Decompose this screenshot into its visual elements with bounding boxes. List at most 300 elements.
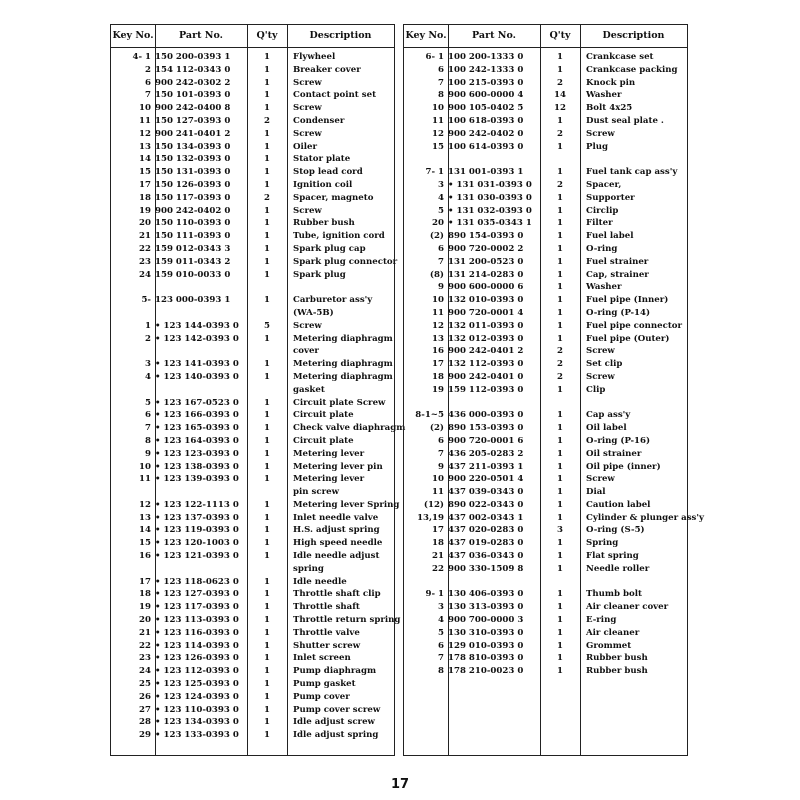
cell-part: • 123 123-0393 0	[155, 448, 239, 459]
cell-qty: 1	[264, 653, 270, 664]
table-row	[404, 281, 687, 294]
cell-key: 19	[139, 602, 151, 613]
cell-key: 18	[139, 589, 151, 600]
table-row	[111, 179, 394, 192]
cell-part: • 123 165-0393 0	[155, 423, 239, 434]
table-row	[404, 320, 687, 333]
cell-part: 890 153-0393 0	[448, 423, 524, 434]
cell-qty: 1	[264, 474, 270, 485]
table-row	[111, 320, 394, 333]
cell-desc: Pump diaphragm	[293, 666, 377, 677]
cell-part: 900 242-0402 0	[448, 128, 524, 139]
cell-part: • 123 141-0393 0	[155, 359, 239, 370]
table-row	[111, 115, 394, 128]
cell-qty: 1	[264, 103, 270, 114]
table-row	[404, 499, 687, 512]
table-row	[111, 205, 394, 218]
cell-qty: 1	[557, 448, 563, 459]
cell-qty: 1	[264, 371, 270, 382]
cell-part: 900 600-0000 6	[448, 282, 524, 293]
cell-key: 14	[139, 154, 151, 165]
header-key: Key No.	[405, 30, 447, 41]
table-header	[111, 25, 394, 48]
cell-desc: spring	[293, 563, 324, 574]
table-row	[404, 486, 687, 499]
cell-part: 131 214-0283 0	[448, 269, 524, 280]
cell-qty: 1	[557, 282, 563, 293]
cell-qty: 1	[557, 589, 563, 600]
cell-desc: Throttle return spring	[293, 615, 401, 626]
cell-part: 132 012-0393 0	[448, 333, 524, 344]
cell-qty: 1	[557, 192, 563, 203]
cell-part: 150 200-0393 1	[155, 52, 231, 62]
cell-part: 132 112-0393 0	[448, 359, 524, 370]
cell-part: 900 242-0401 2	[448, 346, 524, 357]
cell-part: 131 001-0393 1	[448, 167, 524, 178]
cell-key: 2	[145, 333, 151, 344]
cell-part: • 131 031-0393 0	[448, 179, 532, 190]
table-row	[111, 691, 394, 704]
cell-qty: 1	[557, 640, 563, 651]
table-row	[111, 294, 394, 307]
cell-part: 131 200-0523 0	[448, 256, 524, 267]
cell-qty: 1	[264, 205, 270, 216]
table-row	[111, 141, 394, 154]
table-row	[111, 652, 394, 665]
table-row	[111, 192, 394, 205]
cell-qty: 1	[557, 423, 563, 434]
header-key: Key No.	[112, 30, 154, 41]
cell-key: 10	[139, 461, 151, 472]
cell-desc: Idle adjust screw	[293, 717, 375, 728]
cell-part: • 123 122-1113 0	[155, 499, 239, 510]
cell-key: 11	[432, 487, 444, 498]
cell-desc: Breaker cover	[293, 64, 361, 75]
table-row	[404, 640, 687, 653]
cell-part: 150 132-0393 0	[155, 154, 231, 165]
cell-key: 17	[139, 179, 151, 190]
cell-key: 9	[438, 461, 444, 472]
table-row	[111, 473, 394, 486]
cell-qty: 1	[557, 333, 563, 344]
cell-key: 7	[438, 448, 444, 459]
cell-qty: 2	[557, 128, 563, 139]
cell-part: 890 154-0393 0	[448, 231, 524, 242]
table-row	[111, 704, 394, 717]
table-row	[404, 89, 687, 102]
cell-desc: O-ring	[586, 243, 618, 254]
cell-qty: 2	[557, 77, 563, 88]
cell-part: 437 019-0283 0	[448, 538, 524, 549]
cell-desc: Rubber bush	[586, 653, 648, 664]
table-row	[111, 230, 394, 243]
cell-qty: 1	[264, 179, 270, 190]
cell-key: 18	[432, 371, 444, 382]
table-row	[404, 384, 687, 397]
cell-desc: Inlet screen	[293, 653, 351, 664]
cell-desc: Washer	[586, 90, 622, 101]
table-row	[404, 192, 687, 205]
cell-part: 132 011-0393 0	[448, 320, 524, 331]
cell-qty: 1	[264, 461, 270, 472]
cell-desc: Metering lever	[293, 474, 365, 485]
cell-key: 24	[139, 666, 151, 677]
cell-key: 6	[438, 64, 444, 75]
cell-qty: 1	[557, 653, 563, 664]
cell-desc: Idle needle	[293, 576, 347, 587]
cell-key: 4	[145, 371, 151, 382]
cell-key: 6	[145, 410, 151, 421]
table-row	[111, 588, 394, 601]
cell-qty: 1	[264, 167, 270, 178]
cell-key: 19	[139, 205, 151, 216]
cell-qty: 1	[264, 525, 270, 536]
cell-part: 159 011-0343 2	[155, 256, 231, 267]
table-row	[404, 371, 687, 384]
cell-key: 11	[432, 307, 444, 318]
table-row	[111, 627, 394, 640]
table-row	[111, 499, 400, 512]
cell-part: 100 215-0393 0	[448, 77, 524, 88]
cell-qty: 1	[264, 730, 270, 741]
cell-key: 6	[438, 243, 444, 254]
cell-qty: 1	[264, 52, 270, 62]
cell-key: 5	[438, 205, 444, 216]
table-row	[111, 486, 394, 499]
cell-part: 900 720-0002 2	[448, 243, 524, 254]
table-row	[111, 166, 394, 179]
cell-key: 7	[438, 256, 444, 267]
cell-desc: Bolt 4x25	[586, 103, 633, 114]
cell-qty: 1	[264, 627, 270, 638]
cell-qty: 1	[264, 704, 270, 715]
cell-desc: E-ring	[586, 615, 617, 626]
table-header	[404, 25, 687, 48]
cell-desc: Cap, strainer	[586, 269, 649, 280]
cell-desc: Circuit plate	[293, 410, 354, 421]
cell-qty: 1	[264, 691, 270, 702]
cell-key: 3	[438, 179, 444, 190]
cell-part: 900 330-1509 8	[448, 563, 524, 574]
cell-desc: Inlet needle valve	[293, 512, 379, 523]
table-row	[111, 614, 401, 627]
cell-key: 7	[438, 653, 444, 664]
cell-desc: Shutter screw	[293, 640, 361, 651]
cell-desc: Needle roller	[586, 563, 650, 574]
cell-key: 4	[438, 192, 444, 203]
cell-desc: cover	[293, 346, 319, 357]
cell-desc: Knock pin	[586, 77, 636, 88]
cell-qty: 1	[557, 551, 563, 562]
cell-part: 159 010-0033 0	[155, 269, 231, 280]
cell-part: 900 242-0302 2	[155, 77, 231, 88]
table-row	[111, 358, 394, 371]
cell-desc: Metering lever Spring	[293, 499, 400, 510]
cell-desc: Air cleaner cover	[586, 602, 669, 613]
table-row	[404, 243, 687, 256]
table-row	[111, 601, 394, 614]
cell-desc: Circlip	[586, 205, 619, 216]
table-row	[111, 217, 394, 230]
table-row	[404, 448, 687, 461]
cell-part: 100 618-0393 0	[448, 115, 524, 126]
cell-part: 150 117-0393 0	[155, 192, 231, 203]
table-row	[111, 563, 394, 576]
cell-part: • 123 133-0393 0	[155, 730, 239, 741]
table-row	[111, 243, 394, 256]
cell-desc: Pump cover screw	[293, 704, 381, 715]
table-row	[404, 205, 687, 218]
table-row	[111, 409, 394, 422]
cell-part: • 123 117-0393 0	[155, 602, 239, 613]
header-qty: Q'ty	[256, 30, 278, 41]
cell-part: 150 127-0393 0	[155, 115, 231, 126]
table-row	[404, 524, 687, 537]
cell-key: 22	[139, 243, 151, 254]
cell-desc: Screw	[293, 320, 322, 331]
cell-desc: Fuel pipe (Outer)	[586, 333, 670, 344]
table-row	[404, 179, 687, 192]
cell-key: 6- 1	[425, 52, 444, 62]
cell-qty: 1	[557, 435, 563, 446]
cell-part: • 123 112-0393 0	[155, 666, 239, 677]
table-row	[404, 614, 687, 627]
cell-qty: 1	[557, 64, 563, 75]
cell-desc: Flywheel	[293, 52, 336, 62]
cell-desc: Spring	[586, 538, 619, 549]
cell-part: 900 720-0001 6	[448, 435, 524, 446]
cell-desc: Idle adjust spring	[293, 730, 379, 741]
cell-qty: 1	[264, 77, 270, 88]
cell-qty: 1	[264, 435, 270, 446]
cell-desc: Condenser	[293, 115, 345, 126]
cell-key: 11	[139, 115, 151, 126]
cell-key: 18	[139, 192, 151, 203]
cell-key: 16	[139, 551, 151, 562]
table-row	[404, 588, 687, 601]
table-row	[404, 230, 687, 243]
table-row	[404, 627, 687, 640]
cell-key: 20	[139, 218, 151, 229]
cell-qty: 2	[557, 359, 563, 370]
cell-desc: Spark plug cap	[293, 243, 366, 254]
cell-part: • 123 125-0393 0	[155, 679, 239, 690]
cell-part: • 123 120-1003 0	[155, 538, 239, 549]
cell-desc: Spacer, magneto	[293, 192, 374, 203]
table-row	[111, 102, 394, 115]
cell-key: 10	[139, 103, 151, 114]
cell-key: (8)	[429, 269, 444, 280]
cell-qty: 1	[264, 128, 270, 139]
cell-qty: 2	[557, 179, 563, 190]
cell-part: • 123 142-0393 0	[155, 333, 239, 344]
cell-desc: Pump gasket	[293, 679, 356, 690]
cell-desc: Clip	[586, 384, 606, 395]
table-row	[404, 409, 687, 422]
cell-part: 436 205-0283 2	[448, 448, 524, 459]
cell-key: 12	[139, 128, 151, 139]
cell-desc: Crankcase set	[586, 52, 654, 62]
cell-key: 9	[438, 282, 444, 293]
cell-qty: 1	[557, 410, 563, 421]
cell-qty: 1	[264, 141, 270, 152]
header-part: Part No.	[179, 30, 223, 41]
cell-part: 900 242-0401 0	[448, 371, 524, 382]
cell-desc: High speed needle	[293, 538, 383, 549]
cell-qty: 1	[557, 256, 563, 267]
cell-key: 8	[438, 666, 444, 677]
cell-qty: 1	[264, 256, 270, 267]
table-row	[111, 397, 394, 410]
cell-key: 23	[139, 256, 151, 267]
cell-desc: Stator plate	[293, 154, 351, 165]
table-row	[404, 563, 687, 576]
cell-part: 150 101-0393 0	[155, 90, 231, 101]
cell-desc: Ignition coil	[293, 179, 353, 190]
cell-key: 21	[139, 231, 151, 242]
cell-part: 130 313-0393 0	[448, 602, 524, 613]
cell-key: 13,19	[417, 512, 444, 523]
table-row	[111, 512, 394, 525]
cell-part: 900 700-0000 3	[448, 615, 524, 626]
cell-part: • 123 167-0523 0	[155, 397, 239, 408]
cell-part: 130 406-0393 0	[448, 589, 524, 600]
cell-part: 100 614-0393 0	[448, 141, 524, 152]
cell-part: • 123 126-0393 0	[155, 653, 239, 664]
cell-key: (2)	[429, 423, 444, 434]
cell-desc: O-ring (S-5)	[586, 525, 645, 536]
cell-qty: 2	[557, 371, 563, 382]
cell-part: 178 210-0023 0	[448, 666, 524, 677]
cell-key: 8-1~5	[415, 410, 444, 421]
table-row	[404, 307, 687, 320]
cell-desc: Cap ass'y	[586, 410, 631, 421]
cell-qty: 1	[557, 384, 563, 395]
cell-desc: Dust seal plate .	[586, 115, 664, 126]
cell-part: 159 012-0343 3	[155, 243, 231, 254]
cell-part: 437 211-0393 1	[448, 461, 524, 472]
cell-part: 130 310-0393 0	[448, 627, 524, 638]
cell-qty: 1	[264, 397, 270, 408]
cell-key: 15	[432, 141, 444, 152]
cell-desc: Rubber bush	[586, 666, 648, 677]
table-row	[404, 665, 687, 678]
table-row	[404, 601, 687, 614]
parts-table-left	[110, 24, 406, 756]
cell-desc: Screw	[586, 371, 615, 382]
cell-part: 900 242-0402 0	[155, 205, 231, 216]
cell-key: 26	[139, 691, 151, 702]
cell-key: 14	[139, 525, 151, 536]
cell-qty: 1	[557, 243, 563, 254]
cell-qty: 1	[264, 640, 270, 651]
cell-part: 900 105-0402 5	[448, 103, 524, 114]
cell-qty: 1	[557, 307, 563, 318]
cell-desc: Metering diaphragm	[293, 371, 393, 382]
cell-key: 17	[432, 525, 444, 536]
cell-qty: 1	[557, 52, 563, 62]
cell-desc: H.S. adjust spring	[293, 525, 380, 536]
cell-part: • 123 110-0393 0	[155, 704, 239, 715]
cell-part: • 123 119-0393 0	[155, 525, 239, 536]
cell-key: 10	[432, 474, 444, 485]
table-row	[111, 128, 394, 141]
cell-key: 13	[139, 141, 151, 152]
cell-qty: 1	[264, 717, 270, 728]
cell-key: 6	[145, 77, 151, 88]
cell-part: 900 720-0001 4	[448, 307, 524, 318]
cell-desc: Fuel label	[586, 231, 634, 242]
cell-qty: 1	[557, 487, 563, 498]
table-row	[111, 524, 394, 537]
cell-part: • 131 035-0343 1	[448, 218, 532, 229]
cell-desc: (WA-5B)	[293, 307, 334, 318]
table-row	[404, 537, 687, 550]
cell-key: 17	[139, 576, 151, 587]
cell-qty: 1	[264, 538, 270, 549]
table-row	[404, 397, 687, 410]
cell-key: 21	[432, 551, 444, 562]
cell-qty: 1	[557, 141, 563, 152]
cell-key: 20	[432, 218, 444, 229]
cell-part: 150 111-0393 0	[155, 231, 231, 242]
cell-qty: 2	[264, 115, 270, 126]
table-row	[404, 115, 687, 128]
table-row	[111, 307, 394, 320]
cell-desc: Stop lead cord	[293, 167, 363, 178]
table-row	[111, 448, 394, 461]
cell-desc: Idle needle adjust	[293, 551, 380, 562]
cell-key: 22	[432, 563, 444, 574]
cell-qty: 1	[557, 474, 563, 485]
cell-desc: Plug	[586, 141, 608, 152]
cell-desc: Carburetor ass'y	[293, 295, 373, 306]
table-row	[404, 269, 687, 282]
table-row	[111, 665, 394, 678]
table-row	[111, 461, 394, 474]
cell-part: • 123 116-0393 0	[155, 627, 239, 638]
cell-key: 13	[139, 512, 151, 523]
cell-desc: Screw	[293, 103, 322, 114]
cell-key: 29	[139, 730, 151, 741]
cell-qty: 14	[554, 90, 566, 101]
cell-key: 28	[139, 717, 151, 728]
cell-part: 154 112-0343 0	[155, 64, 231, 75]
cell-desc: Metering lever pin	[293, 461, 383, 472]
cell-key: 11	[139, 474, 151, 485]
header-qty: Q'ty	[549, 30, 571, 41]
cell-key: 25	[139, 679, 151, 690]
cell-part: • 123 138-0393 0	[155, 461, 239, 472]
cell-desc: Spacer,	[586, 179, 622, 190]
cell-qty: 1	[557, 205, 563, 216]
cell-desc: Spark plug connector	[293, 256, 398, 267]
table-row	[404, 473, 687, 486]
table-row	[404, 358, 687, 371]
cell-desc: Washer	[586, 282, 622, 293]
table-row	[404, 461, 687, 474]
cell-key: 9	[145, 448, 151, 459]
cell-qty: 1	[264, 243, 270, 254]
cell-key: 5	[145, 397, 151, 408]
cell-qty: 1	[557, 295, 563, 306]
cell-key: 7	[145, 423, 151, 434]
table-row	[111, 384, 394, 397]
cell-desc: Contact point set	[293, 90, 377, 101]
cell-qty: 1	[557, 666, 563, 677]
cell-qty: 1	[557, 627, 563, 638]
cell-qty: 1	[264, 154, 270, 165]
